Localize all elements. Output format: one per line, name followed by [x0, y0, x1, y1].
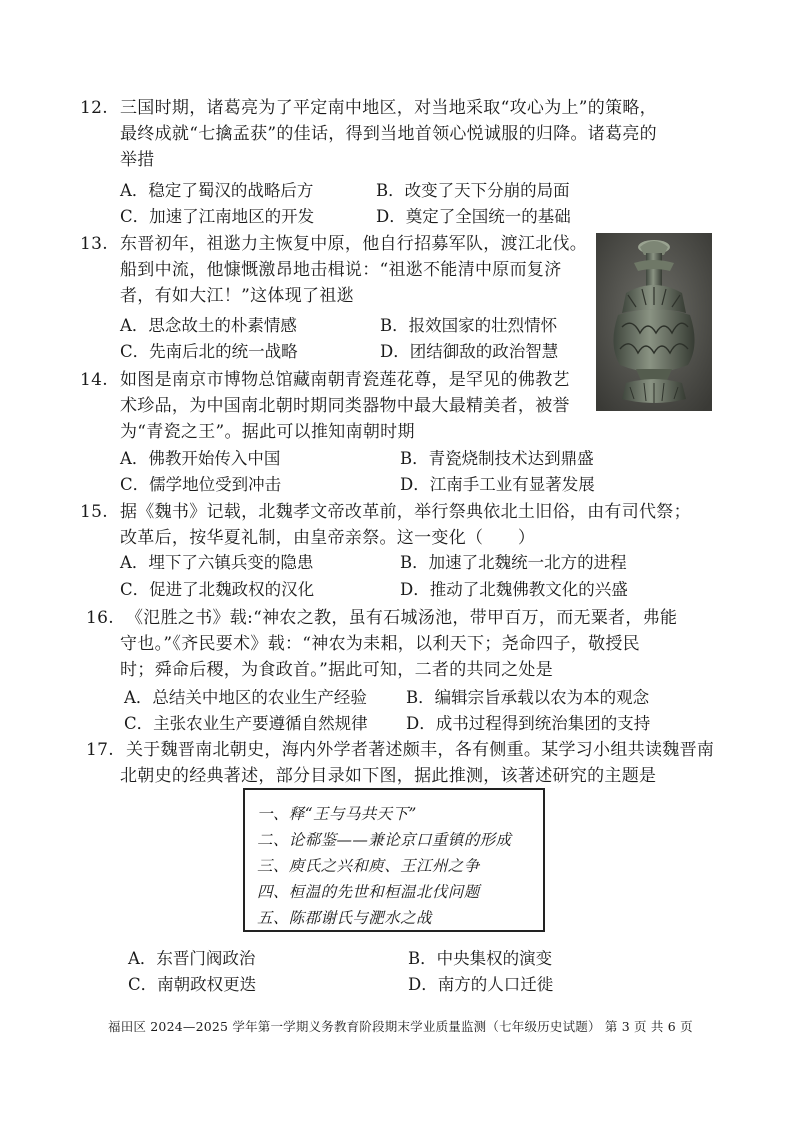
option-b[interactable]: B．青瓷烧制技术达到鼎盛: [400, 449, 594, 468]
question-text-line: 如图是南京市博物总馆藏南朝青瓷莲花尊，是罕见的佛教艺: [120, 370, 570, 390]
question-text-line: 术珍品，为中国南北朝时期同类器物中最大最精美者，被誉: [120, 396, 570, 416]
option-c[interactable]: C．加速了江南地区的开发: [120, 207, 315, 226]
question-text-line: 守也。”《齐民要术》载：“神农为耒耜，以利天下；尧命四子，敬授民: [120, 634, 640, 654]
question-text-line: 时；舜命后稷，为食政首。”据此可知，二者的共同之处是: [120, 660, 553, 680]
page-footer: 福田区 2024—2025 学年第一学期义务教育阶段期末学业质量监测（七年级历史试题） 第 3 页 共 6 页: [108, 1019, 693, 1034]
celadon-lotus-vessel-photo: [596, 233, 712, 411]
option-d[interactable]: D．推动了北魏佛教文化的兴盛: [400, 580, 628, 599]
toc-item: 三、庾氏之兴和庾、王江州之争: [257, 857, 480, 875]
option-c[interactable]: C．南朝政权更迭: [128, 975, 257, 994]
vessel-illustration: [596, 233, 712, 411]
option-a[interactable]: A．稳定了蜀汉的战略后方: [120, 181, 314, 200]
toc-item: 一、释“王与马共天下”: [257, 805, 417, 823]
question-number: 14.: [80, 370, 108, 390]
question-text-line: 《氾胜之书》载:“神农之教，虽有石城汤池，带甲百万，而无粟者，弗能: [126, 608, 678, 628]
option-b[interactable]: B．改变了天下分崩的局面: [376, 181, 570, 200]
question-text-line: 船到中流，他慷慨激昂地击楫说：“祖逖不能清中原而复济: [120, 260, 562, 280]
question-text-line: 最终成就“七擒孟获”的佳话，得到当地首领心悦诚服的归降。诸葛亮的: [120, 124, 657, 144]
option-a[interactable]: A．埋下了六镇兵变的隐患: [120, 553, 314, 572]
option-b[interactable]: B．编辑宗旨承载以农为本的观念: [406, 688, 650, 707]
question-text-line: 三国时期，诸葛亮为了平定南中地区，对当地采取“攻心为上”的策略，: [120, 98, 657, 118]
question-14: [80, 367, 570, 445]
option-a[interactable]: A．总结关中地区的农业生产经验: [124, 688, 367, 707]
question-text-line: 关于魏晋南北朝史，海内外学者著述颇丰，各有侧重。某学习小组共读魏晋南: [126, 740, 715, 760]
toc-item: 五、陈郡谢氏与淝水之战: [257, 909, 432, 927]
option-c[interactable]: C．先南后北的统一战略: [120, 342, 298, 361]
option-b[interactable]: B．报效国家的壮烈情怀: [380, 316, 558, 335]
option-c[interactable]: C．主张农业生产要遵循自然规律: [124, 714, 368, 733]
question-number: 16.: [86, 608, 114, 628]
question-text-line: 改革后，按华夏礼制，由皇帝亲祭。这一变化（ ）: [120, 528, 536, 548]
toc-item: 四、桓温的先世和桓温北伐问题: [257, 883, 480, 901]
option-b[interactable]: B．加速了北魏统一北方的进程: [400, 553, 627, 572]
option-b[interactable]: B．中央集权的演变: [408, 949, 553, 968]
question-text-line: 为“青瓷之王”。据此可以推知南朝时期: [120, 422, 415, 442]
option-c[interactable]: C．促进了北魏政权的汉化: [120, 580, 315, 599]
question-text-line: 北朝史的经典著述，部分目录如下图，据此推测，该著述研究的主题是: [120, 766, 657, 786]
question-number: 12.: [80, 98, 108, 118]
question-17: [86, 737, 714, 789]
option-a[interactable]: A．东晋门阀政治: [128, 949, 256, 968]
option-d[interactable]: D．成书过程得到统治集团的支持: [406, 714, 651, 733]
question-text-line: 据《魏书》记载，北魏孝文帝改革前，举行祭典依北土旧俗，由有司代祭；: [120, 502, 691, 522]
question-15: [80, 499, 691, 551]
option-d[interactable]: D．奠定了全国统一的基础: [376, 207, 571, 226]
option-d[interactable]: D．团结御敌的政治智慧: [380, 342, 559, 361]
question-text-line: 者，有如大江！”这体现了祖逖: [120, 286, 354, 306]
question-13: [80, 231, 587, 309]
question-12: [80, 95, 657, 173]
option-d[interactable]: D．江南手工业有显著发展: [400, 475, 595, 494]
question-number: 15.: [80, 502, 108, 522]
question-number: 17.: [86, 740, 114, 760]
option-a[interactable]: A．思念故土的朴素情感: [120, 316, 297, 335]
question-number: 13.: [80, 234, 108, 254]
question-text-line: 东晋初年，祖逖力主恢复中原，他自行招募军队，渡江北伐。: [120, 234, 588, 254]
question-text-line: 举措: [120, 150, 155, 170]
option-c[interactable]: C．儒学地位受到冲击: [120, 475, 282, 494]
book-contents-box: [243, 788, 545, 932]
option-d[interactable]: D．南方的人口迁徙: [408, 975, 554, 994]
option-a[interactable]: A．佛教开始传入中国: [120, 449, 281, 468]
question-16: [86, 605, 677, 683]
toc-item: 二、论郗鉴——兼论京口重镇的形成: [257, 831, 512, 849]
